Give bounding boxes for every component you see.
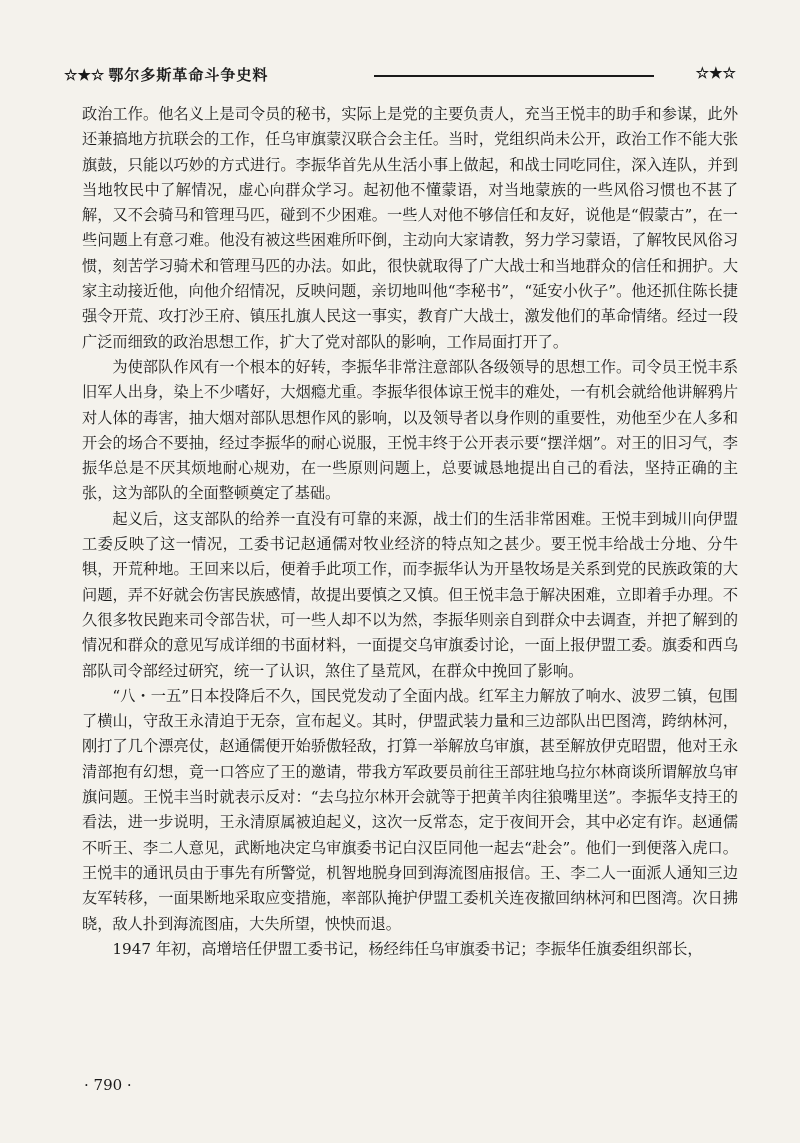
page-number: · 790 · [84, 1076, 132, 1094]
header-rule [374, 75, 654, 77]
paragraph: 起义后，这支部队的给养一直没有可靠的来源，战士们的生活非常困难。王悦丰到城川向伊盟工委反映了这一情况，工委书记赵通儒对牧业经济的特点知之甚少。要王悦丰给战士分地、分牛犋，开荒种地。王回来以后，便着手此项工作，而李振华认为开垦牧场是关系到党的民族政策的大问题，弄不好就会伤害民族感情，故提出要慎之又慎。但王悦丰急于解决困难，立即着手办理。不久很多牧民跑来司令部告状，可一些人却不以为然，李振华则亲自到群众中去调查，并把了解到的情况和群众的意见写成详细的书面材料，一面提交乌审旗委讨论，一面上报伊盟工委。旗委和西乌部队司令部经过研究，统一了认识，煞住了垦荒风，在群众中挽回了影响。 [82, 509, 738, 680]
star-ornament-icon: ☆★☆ [64, 66, 105, 84]
book-title: 鄂尔多斯革命斗争史料 [108, 66, 269, 84]
paragraph: 政治工作。他名义上是司令员的秘书，实际上是党的主要负责人，充当王悦丰的助手和参谋，此外还兼搞地方抗联会的工作，任乌审旗蒙汉联合会主任。当时，党组织尚未公开，政治工作不能大张旗鼓，只能以巧妙的方式进行。李振华首先从生活小事上做起，和战士同吃同住，深入连队，并到当地牧民中了解情况，虚心向群众学习。起初他不懂蒙语，对当地蒙族的一些风俗习惯也不甚了解，又不会骑马和管理马匹，碰到不少困难。一些人对他不够信任和友好，说他是“假蒙古”，在一些问题上有意刁难。他没有被这些困难所吓倒，主动向大家请教，努力学习蒙语，了解牧民风俗习惯，刻苦学习骑术和管理马匹的办法。如此，很快就取得了广大战士和当地群众的信任和拥护。大家主动接近他，向他介绍情况，反映问题，亲切地叫他“李秘书”，“延安小伙子”。他还抓住陈长捷强令开荒、攻打沙王府、镇压扎旗人民这一事实，教育广大战士，激发他们的革命情绪。经过一段广泛而细致的政治思想工作，扩大了党对部队的影响，工作局面打开了。 [82, 105, 738, 351]
running-header [64, 64, 736, 88]
paragraph: 为使部队作风有一个根本的好转，李振华非常注意部队各级领导的思想工作。司令员王悦丰系旧军人出身，染上不少嗜好，大烟瘾尤重。李振华很体谅王悦丰的难处，一有机会就给他讲解鸦片对人体的毒害，抽大烟对部队思想作风的影响，以及领导者以身作则的重要性，劝他至少在人多和开会的场合不要抽，经过李振华的耐心说服，王悦丰终于公开表示要“摆洋烟”。对王的旧习气，李振华总是不厌其烦地耐心规劝，在一些原则问题上，总要诚恳地提出自己的看法，坚持正确的主张，这为部队的全面整顿奠定了基础。 [82, 357, 738, 503]
paragraph: 1947 年初，高增培任伊盟工委书记，杨经纬任乌审旗委书记；李振华任旗委组织部长， [112, 939, 703, 958]
paragraph: “八・一五”日本投降后不久，国民党发动了全面内战。红军主力解放了响水、波罗二镇，包围了横山，守敌王永清迫于无奈，宣布起义。其时，伊盟武装力量和三边部队出巴图湾，跨纳林河，刚打了几个漂亮仗，赵通儒便开始骄傲轻敌，打算一举解放乌审旗，甚至解放伊克昭盟，他对王永清部抱有幻想，竟一口答应了王的邀请，带我方军政要员前往王部驻地乌拉尔林商谈所谓解放乌审旗问题。王悦丰当时就表示反对：“去乌拉尔林开会就等于把黄羊肉往狼嘴里送”。李振华支持王的看法，进一步说明，王永清原属被迫起义，这次一反常态，定于夜间开会，其中必定有诈。赵通儒不听王、李二人意见，武断地决定乌审旗委书记白汉臣同他一起去“赴会”。他们一到便落入虎口。王悦丰的通讯员由于事先有所警觉，机智地脱身回到海流图庙报信。王、李二人一面派人通知三边友军转移，一面果断地采取应变措施，率部队掩护伊盟工委机关连夜撤回纳林河和巴图湾。次日拂晓，敌人扑到海流图庙，大失所望，怏怏而退。 [82, 686, 738, 933]
header-left [64, 64, 268, 85]
star-ornament-icon: ☆★☆ [695, 64, 736, 82]
body-text [82, 102, 738, 962]
